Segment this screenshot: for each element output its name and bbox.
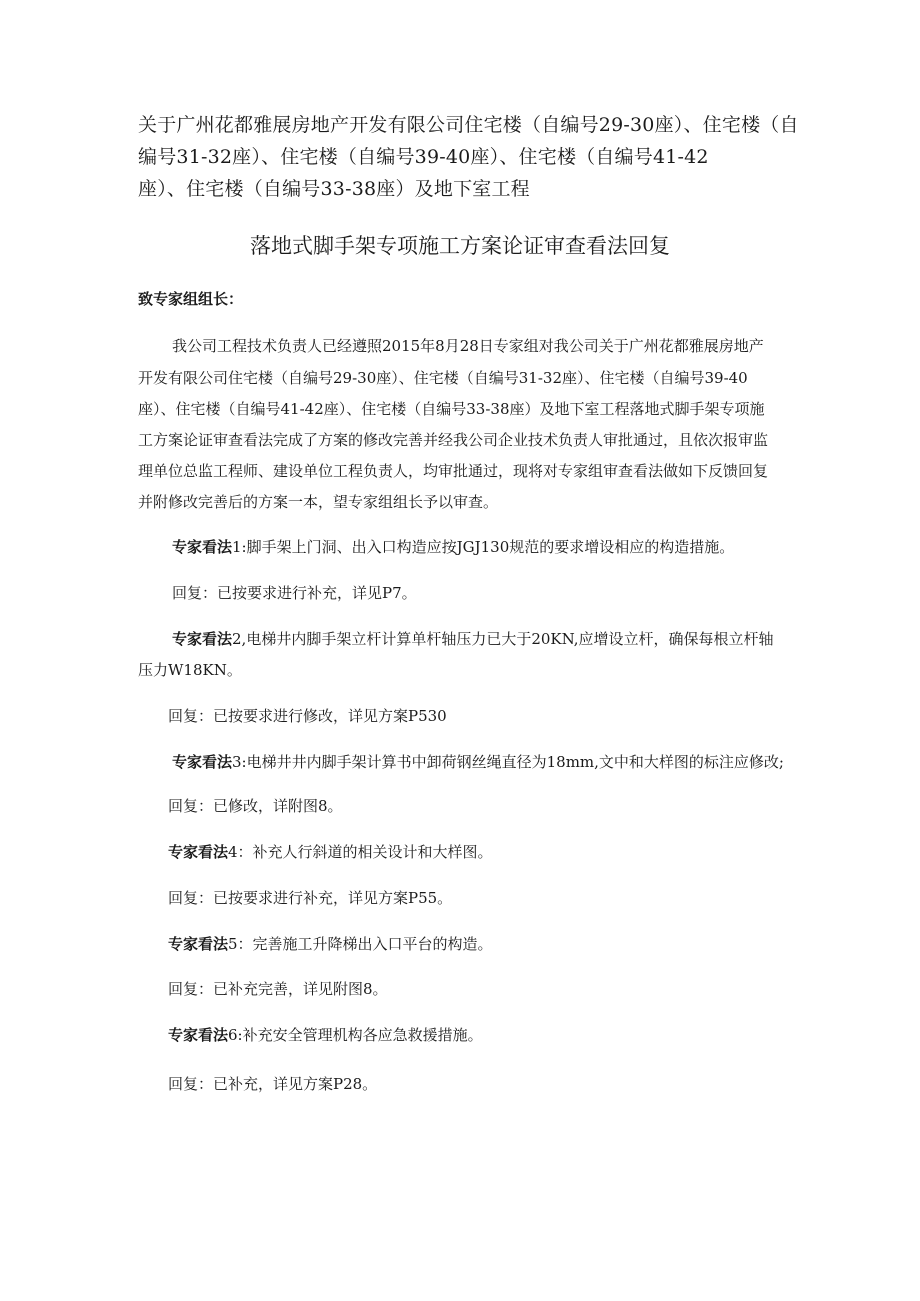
reply-5: 回复：已补充完善，详见附图8。 [168,980,388,998]
expert-opinion-label: 专家看法 [168,843,229,861]
reply-1: 回复：已按要求进行补充，详见P7。 [172,584,417,602]
expert-opinion-4 [168,841,493,863]
expert-opinion-text: 2,电梯井内脚手架立杆计算单杆轴压力已大于20KN,应增设立杆，确保每根立杆轴 [232,630,774,648]
expert-opinion-text: 1:脚手架上门洞、出入口构造应按JGJ130规范的要求增设相应的构造措施。 [232,538,735,556]
intro-line-5: 理单位总监工程师、建设单位工程负责人，均审批通过，现将对专家组审查看法做如下反馈回复 [138,462,769,480]
intro-line-4: 工方案论证审查看法完成了方案的修改完善并经我公司企业技术负责人审批通过，且依次报审监 [138,431,769,449]
intro-line-6: 并附修改完善后的方案一本，望专家组组长予以审查。 [138,493,499,511]
expert-opinion-label: 专家看法 [168,1026,229,1044]
header-line-3: 座）、住宅楼（自编号33-38座）及地下室工程 [138,178,530,200]
expert-opinion-2-cont: 压力W18KN。 [138,661,242,679]
expert-opinion-label: 专家看法 [172,538,233,556]
reply-4: 回复：已按要求进行补充，详见方案P55。 [168,889,453,907]
expert-opinion-label: 专家看法 [172,630,233,648]
intro-line-2: 开发有限公司住宅楼（自编号29-30座）、住宅楼（自编号31-32座）、住宅楼（自编号39-40 [138,369,748,387]
expert-opinion-text: 5：完善施工升降梯出入口平台的构造。 [228,935,493,953]
intro-line-3: 座）、住宅楼（自编号41-42座）、住宅楼（自编号33-38座）及地下室工程落地式脚手架专项施 [138,400,765,418]
expert-opinion-text: 3:电梯井井内脚手架计算书中卸荷钢丝绳直径为18mm,文中和大样图的标注应修改; [232,753,784,771]
expert-opinion-5 [168,933,493,955]
expert-opinion-1 [172,536,734,558]
reply-6: 回复：已补充，详见方案P28。 [168,1075,378,1093]
expert-opinion-label: 专家看法 [172,753,233,771]
expert-opinion-6 [168,1024,483,1046]
reply-3: 回复：已修改，详附图8。 [168,797,343,815]
intro-line-1: 我公司工程技术负责人已经遵照2015年8月28日专家组对我公司关于广州花都雅展房地产 [172,337,764,355]
expert-opinion-3 [172,751,784,773]
expert-opinion-text: 6:补充安全管理机构各应急救援措施。 [228,1026,483,1044]
reply-2: 回复：已按要求进行修改，详见方案P530 [168,707,447,725]
header-line-1: 关于广州花都雅展房地产开发有限公司住宅楼（自编号29-30座）、住宅楼（自 [138,114,799,136]
document-title: 落地式脚手架专项施工方案论证审查看法回复 [250,234,670,258]
salutation: 致专家组组长： [138,290,244,308]
expert-opinion-2 [172,628,774,650]
expert-opinion-text: 4：补充人行斜道的相关设计和大样图。 [228,843,493,861]
expert-opinion-label: 专家看法 [168,935,229,953]
header-line-2: 编号31-32座）、住宅楼（自编号39-40座）、住宅楼（自编号41-42 [138,146,709,168]
